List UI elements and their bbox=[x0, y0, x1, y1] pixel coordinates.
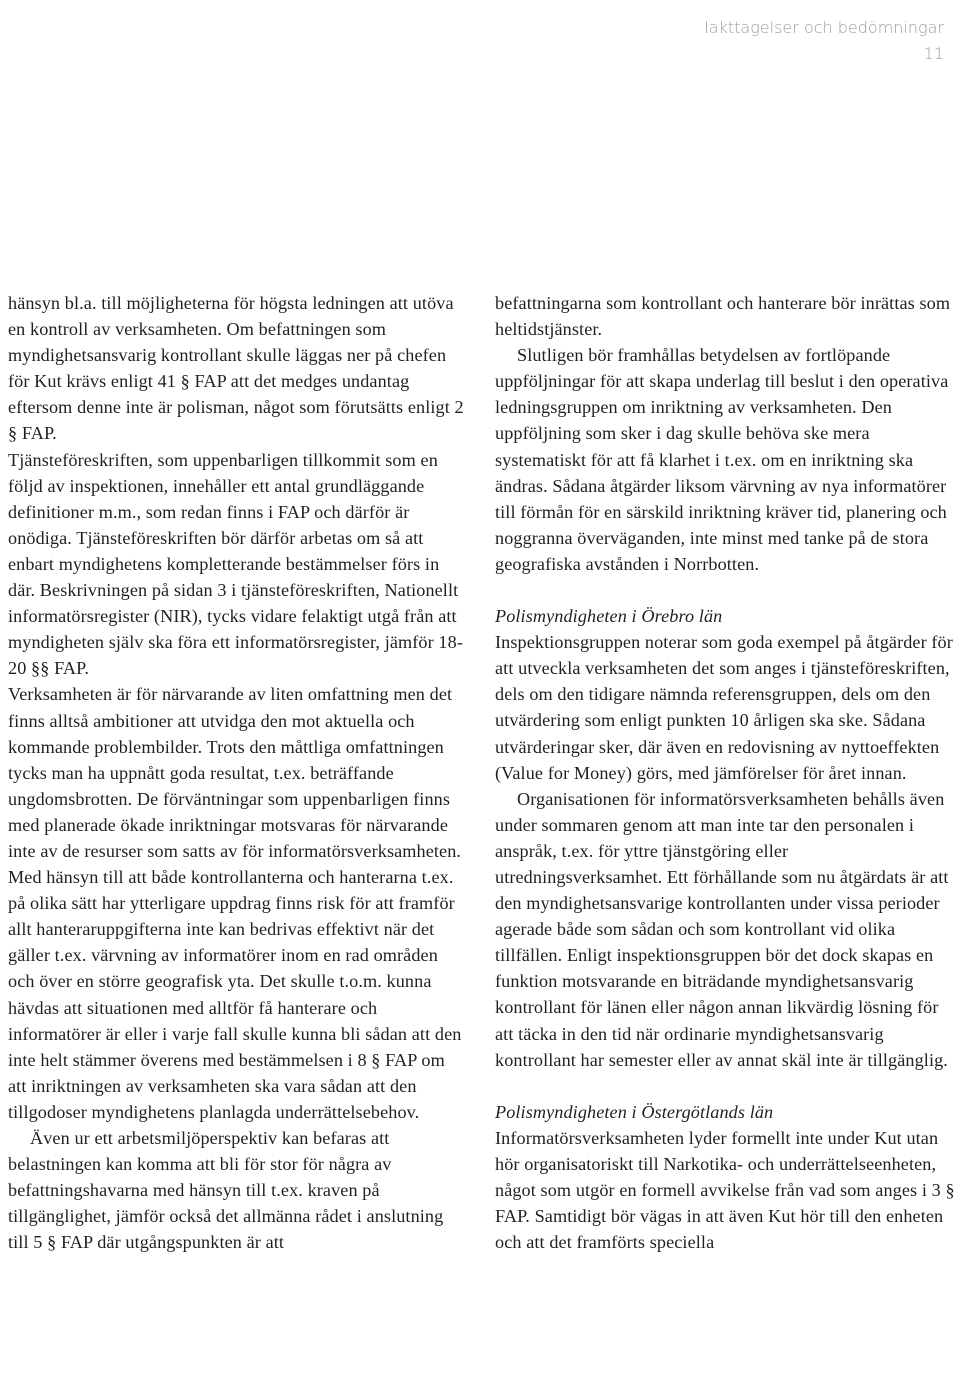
paragraph: hänsyn bl.a. till möjligheterna för högsta ledningen att utöva en kontroll av verksamheten. Om befattningen som myndighetsansvarig kontrollant skulle läggas ner på chefen för Kut krävs enligt 41 § FAP att det medges undantag eftersom denne inte är polisman, något som förutsätts enligt 2 § FAP. bbox=[8, 293, 464, 444]
right-column bbox=[495, 290, 957, 1255]
paragraph: Även ur ett arbetsmiljöperspektiv kan befaras att belastningen kan komma att bli för stor för några av befattningshavarna med hänsyn till t.ex. kraven på tillgänglighet, jämför också det allmänna rådet i anslutning till 5 § FAP där utgångspunkten är att bbox=[8, 1128, 444, 1253]
paragraph: Organisationen för informatörsverksamheten behålls även under sommaren genom att man inte tar den personalen i anspråk, t.ex. för yttre tjänstgöring eller utredningsverksamhet. Ett förhållande som nu åtgärdats är att den myndighetsansvarige kontrollanten under vissa perioder agerade både som sådan och som kontrollant vid olika tillfällen. Enligt inspektionsgruppen bör det dock skapas en funktion motsvarande en biträdande myndighetsansvarig kontrollant för länen eller någon annan likvärdig lösning för att täcka in den tid när ordinarie myndighetsansvarig kontrollant har semester eller av annat skäl inte är tillgänglig. bbox=[495, 788, 949, 1070]
paragraph: befattningarna som kontrollant och hanterare bör inrättas som heltidstjänster. bbox=[495, 293, 951, 340]
paragraph: Inspektionsgruppen noterar som goda exempel på åtgärder för att utveckla verksamheten det som anges i tjänsteföreskriften, dels om den tidigare nämnda referensgruppen, dels om den utvärdering som enligt punkten 10 årligen ska ske. Sådana utvärderingar sker, där även en redovisning av nyttoeffekten (Value for Money) görs, med jämförelser för året innan. bbox=[495, 632, 953, 783]
paragraph: Tjänsteföreskriften, som uppenbarligen tillkommit som en följd av inspektionen, innehåller ett antal grundläggande definitioner m.m., som redan finns i FAP och därför är onödiga. Tjänsteföreskriften bör därför arbetas om så att enbart myndighetens kompletterande bestämmelser förs in där. Beskrivningen på sidan 3 i tjänsteföreskriften, Nationellt informatörsregister (NIR), tycks vidare felaktigt utgå från att myndigheten själv ska föra ett informatörsregister, jämför 18-20 §§ FAP. bbox=[8, 449, 463, 679]
section-heading-ostergotland: Polismyndigheten i Östergötlands län bbox=[495, 1101, 774, 1122]
paragraph: Informatörsverksamheten lyder formellt inte under Kut utan hör organisatoriskt till Narkotika- och underrättelseenheten, något som utgör en formell avvikelse från vad som anges i 3 § FAP. Samtidigt bör vägas in att även Kut hör till den enheten och att det framförts speciella bbox=[495, 1127, 955, 1253]
section-heading-orebro: Polismyndigheten i Örebro län bbox=[495, 606, 723, 627]
left-column bbox=[8, 290, 466, 1255]
paragraph: Verksamheten är för närvarande av liten omfattning men det finns alltså ambitioner att utvidga den mot aktuella och kommande problembilder. Trots den måttliga omfattningen tycks man ha uppnått goda resultat, t.ex. beträffande ungdomsbrotten. De förväntningar som uppenbarligen finns med planerade ökade inriktningar motsvaras för närvarande inte av de resurser som satts av för informatörsverksamheten. Med hänsyn till att både kontrollanterna och hanterarna t.ex. på olika sätt har ytterligare uppdrag finns risk för att framför allt hanteraruppgifterna inte kan bedrivas effektivt när det gäller t.ex. värvning av informatörer inom en rad områden och över en större geografisk yta. Det skulle t.o.m. kunna hävdas att situationen med alltför få hanterare och informatörer är eller i varje fall skulle kunna bli sådan att den inte helt stämmer överens med bestämmelsen i 8 § FAP om att inriktningen av verksamheten ska vara sådan att den tillgodoser myndighetens planlagda underrättelsebehov. bbox=[8, 684, 462, 1122]
section-title: Iakttagelser och bedömningar bbox=[704, 18, 944, 37]
page-number: 11 bbox=[923, 44, 944, 63]
running-header bbox=[704, 18, 944, 64]
paragraph: Slutligen bör framhållas betydelsen av fortlöpande uppföljningar för att skapa underlag till beslut i den operativa ledningsgruppen om inriktning av verksamheten. Den uppföljning som sker i dag skulle behöva ske mera systematiskt för att få klarhet i t.ex. om en inriktning ska ändras. Sådana åtgärder liksom värvning av nya informatörer till förmån för en särskild inriktning kräver tid, planering och noggranna överväganden, inte minst med tanke på de stora geografiska avstånden i Norrbotten. bbox=[495, 345, 949, 574]
